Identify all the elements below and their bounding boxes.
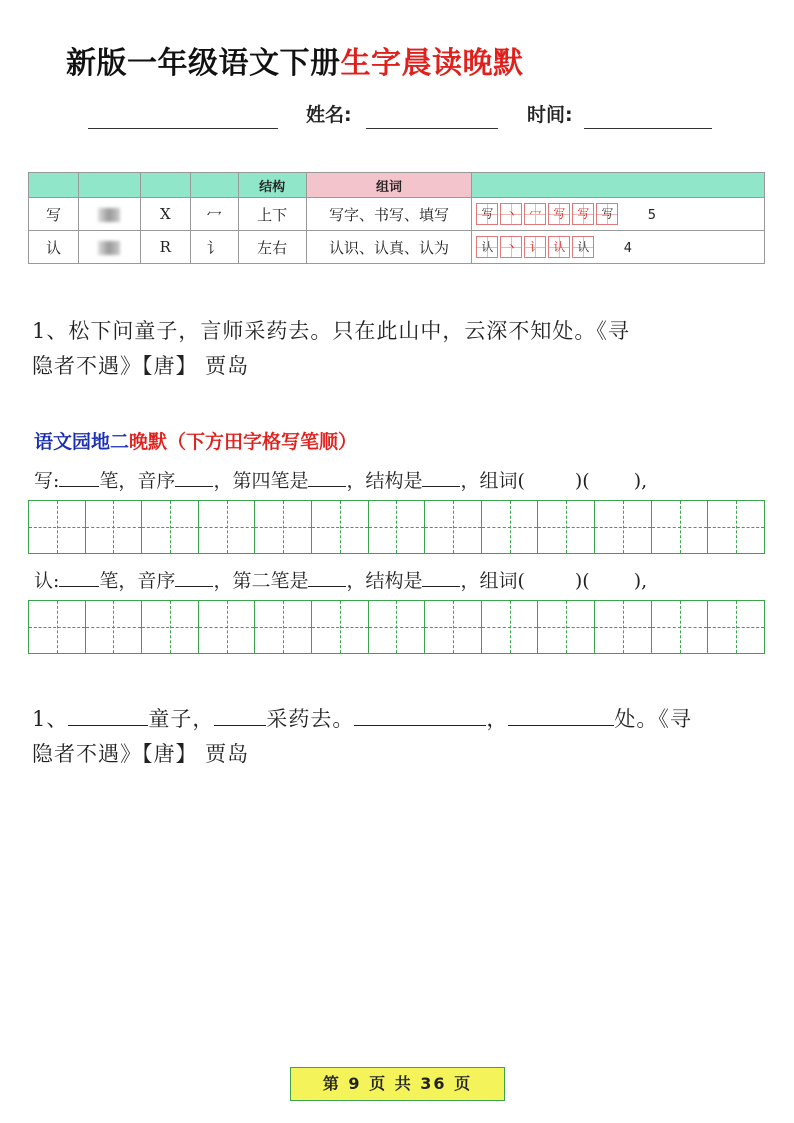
tianzige-cell[interactable] xyxy=(255,501,312,553)
poem-text: ， xyxy=(486,707,509,731)
page-number-badge: 第 9 页 共 36 页 xyxy=(290,1067,505,1101)
blurred-image xyxy=(98,208,120,222)
stroke-box: 写 xyxy=(476,203,498,225)
poem-line: 隐者不遇》【唐】 贾岛 xyxy=(32,354,250,378)
answer-blank[interactable] xyxy=(422,468,460,487)
answer-blank[interactable] xyxy=(175,568,213,587)
tianzige-cell[interactable] xyxy=(199,601,256,653)
header-structure: 结构 xyxy=(238,173,306,198)
stroke-box: 丶 xyxy=(500,236,522,258)
question-text: ，结构是 xyxy=(346,470,423,492)
tianzige-cell[interactable] xyxy=(425,601,482,653)
stroke-box: 认 xyxy=(548,236,570,258)
question-text: ), xyxy=(633,570,648,592)
character-table xyxy=(28,172,765,264)
answer-blank[interactable] xyxy=(422,568,460,587)
question-text: 笔，音序 xyxy=(99,570,176,592)
tianzige-cell[interactable] xyxy=(86,601,143,653)
question-text: ，组词( xyxy=(460,470,525,492)
tianzige-cell[interactable] xyxy=(595,501,652,553)
page-title xyxy=(66,38,524,82)
tianzige-cell[interactable] xyxy=(425,501,482,553)
question-text: ，第二笔是 xyxy=(213,570,309,592)
stroke-order-cell xyxy=(472,198,765,231)
question-text: )( xyxy=(574,570,590,592)
stroke-count: 4 xyxy=(623,241,632,256)
answer-blank[interactable] xyxy=(308,468,346,487)
title-black-part: 新版一年级语文下册 xyxy=(66,46,341,81)
poem-blank-1[interactable] xyxy=(68,705,148,726)
pinyin-cell: R xyxy=(140,231,190,264)
tianzige-cell[interactable] xyxy=(538,501,595,553)
colon: : xyxy=(53,570,60,592)
section-heading-red: 晚默（下方田字格写笔顺） xyxy=(129,431,358,453)
structure-cell: 上下 xyxy=(238,198,306,231)
tianzige-cell[interactable] xyxy=(369,501,426,553)
poem-reading xyxy=(32,314,767,384)
poem-line xyxy=(32,702,767,737)
poem-line: 隐者不遇》【唐】 贾岛 xyxy=(32,742,250,766)
words-cell: 认识、认真、认为 xyxy=(306,231,472,264)
radical-cell: 讠 xyxy=(190,231,238,264)
header-cell xyxy=(140,173,190,198)
tianzige-cell[interactable] xyxy=(595,601,652,653)
question-text: ), xyxy=(633,470,648,492)
poem-blank-3[interactable] xyxy=(354,705,486,726)
tianzige-cell[interactable] xyxy=(312,601,369,653)
tianzige-cell[interactable] xyxy=(708,601,764,653)
tianzige-cell[interactable] xyxy=(142,501,199,553)
question-line-1 xyxy=(34,466,647,493)
tianzige-cell[interactable] xyxy=(255,601,312,653)
stroke-box: 丶 xyxy=(500,203,522,225)
question-line-2 xyxy=(34,566,647,593)
header-cell xyxy=(78,173,140,198)
poem-text: 童子， xyxy=(148,707,215,731)
question-text: ，组词( xyxy=(460,570,525,592)
poem-blank-2[interactable] xyxy=(214,705,266,726)
poem-text: 处。《寻 xyxy=(614,707,692,731)
stroke-box: 认 xyxy=(572,236,594,258)
question-text: ，第四笔是 xyxy=(213,470,309,492)
name-blank[interactable] xyxy=(366,104,498,129)
stroke-box: 讠 xyxy=(524,236,546,258)
question-text: 笔，音序 xyxy=(99,470,176,492)
answer-blank[interactable] xyxy=(308,568,346,587)
writing-grid-row xyxy=(28,500,765,554)
stroke-box: 写 xyxy=(572,203,594,225)
section-heading xyxy=(34,427,357,454)
tianzige-cell[interactable] xyxy=(482,501,539,553)
poem-line: 1、松下问童子，言师采药去。只在此山中，云深不知处。《寻 xyxy=(32,319,630,343)
poem-text: 1、 xyxy=(32,707,69,731)
info-row xyxy=(0,100,794,130)
table-row xyxy=(29,198,765,231)
class-blank[interactable] xyxy=(88,104,278,129)
question-text: ，结构是 xyxy=(346,570,423,592)
structure-cell: 左右 xyxy=(238,231,306,264)
tianzige-cell[interactable] xyxy=(652,601,709,653)
time-blank[interactable] xyxy=(584,104,712,129)
tianzige-cell[interactable] xyxy=(199,501,256,553)
question-text: )( xyxy=(574,470,590,492)
stroke-box: 写 xyxy=(548,203,570,225)
name-label: 姓名: xyxy=(306,104,352,126)
tianzige-cell[interactable] xyxy=(142,601,199,653)
writing-grid-row xyxy=(28,600,765,654)
poem-text: 采药去。 xyxy=(266,707,355,731)
tianzige-cell[interactable] xyxy=(86,501,143,553)
header-cell xyxy=(29,173,79,198)
time-label: 时间: xyxy=(527,104,573,126)
header-cell xyxy=(190,173,238,198)
tianzige-cell[interactable] xyxy=(29,501,86,553)
blurred-cell xyxy=(78,231,140,264)
tianzige-cell[interactable] xyxy=(538,601,595,653)
header-words: 组词 xyxy=(306,173,472,198)
question-char: 写 xyxy=(34,470,54,492)
table-header-row xyxy=(29,173,765,198)
tianzige-cell[interactable] xyxy=(312,501,369,553)
tianzige-cell[interactable] xyxy=(369,601,426,653)
table-row xyxy=(29,231,765,264)
tianzige-cell[interactable] xyxy=(29,601,86,653)
poem-blank-4[interactable] xyxy=(508,705,614,726)
radical-cell: 冖 xyxy=(190,198,238,231)
title-red-part: 生字晨读晚默 xyxy=(340,46,524,81)
stroke-order-cell xyxy=(472,231,765,264)
blurred-cell xyxy=(78,198,140,231)
question-char: 认 xyxy=(34,570,54,592)
stroke-box: 写 xyxy=(596,203,618,225)
colon: : xyxy=(53,470,60,492)
section-heading-blue: 语文园地二 xyxy=(34,431,130,453)
words-cell: 写字、书写、填写 xyxy=(306,198,472,231)
tianzige-cell[interactable] xyxy=(652,501,709,553)
blurred-image xyxy=(98,241,120,255)
tianzige-cell[interactable] xyxy=(708,501,764,553)
answer-blank[interactable] xyxy=(59,468,99,487)
poem-dictation xyxy=(32,702,767,772)
stroke-box: 冖 xyxy=(524,203,546,225)
answer-blank[interactable] xyxy=(175,468,213,487)
stroke-count: 5 xyxy=(647,208,656,223)
char-cell: 认 xyxy=(29,231,79,264)
char-cell: 写 xyxy=(29,198,79,231)
answer-blank[interactable] xyxy=(59,568,99,587)
header-cell xyxy=(472,173,765,198)
stroke-box: 认 xyxy=(476,236,498,258)
tianzige-cell[interactable] xyxy=(482,601,539,653)
pinyin-cell: X xyxy=(140,198,190,231)
